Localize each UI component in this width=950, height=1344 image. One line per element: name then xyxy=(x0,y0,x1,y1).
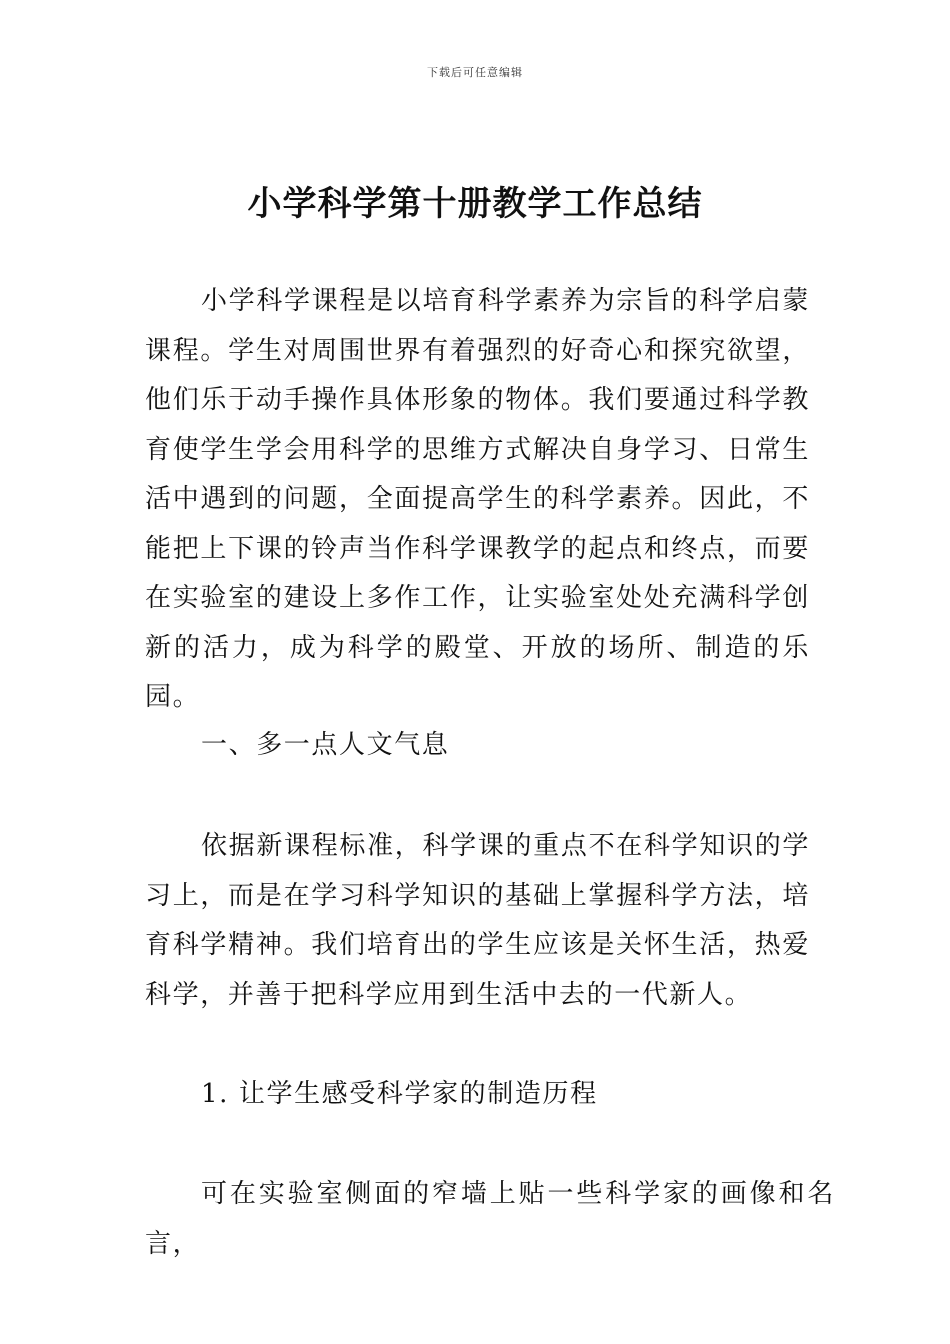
subsection-1-paragraph: 可在实验室侧面的窄墙上贴一些科学家的画像和名言， xyxy=(145,1179,835,1259)
document-title: 小学科学第十册教学工作总结 xyxy=(247,184,703,224)
intro-paragraph: 小学科学课程是以培育科学素养为宗旨的科学启蒙课程。学生对周围世界有着强烈的好奇心和探究欲望，他们乐于动手操作具体形象的物体。我们要通过科学教育使学生学会用科学的思维方式解决自身学习、日常生活中遇到的问题，全面提高学生的科学素养。因此，不能把上下课的铃声当作科学课教学的起点和终点，而要在实验室的建设上多作工作，让实验室处处充满科学创新的活力，成为科学的殿堂、开放的场所、制造的乐园。 xyxy=(145,286,810,712)
subsection-heading-1: 1. 让学生感受科学家的制造历程 xyxy=(201,1079,598,1109)
section-1-paragraph: 依据新课程标准，科学课的重点不在科学知识的学习上，而是在学习科学知识的基础上掌握科学方法，培育科学精神。我们培育出的学生应该是关怀生活，热爱科学，并善于把科学应用到生活中去的一代新人。 xyxy=(145,831,810,1010)
header-note: 下载后可任意编辑 xyxy=(427,66,523,79)
section-heading-1: 一、多一点人文气息 xyxy=(201,730,450,760)
